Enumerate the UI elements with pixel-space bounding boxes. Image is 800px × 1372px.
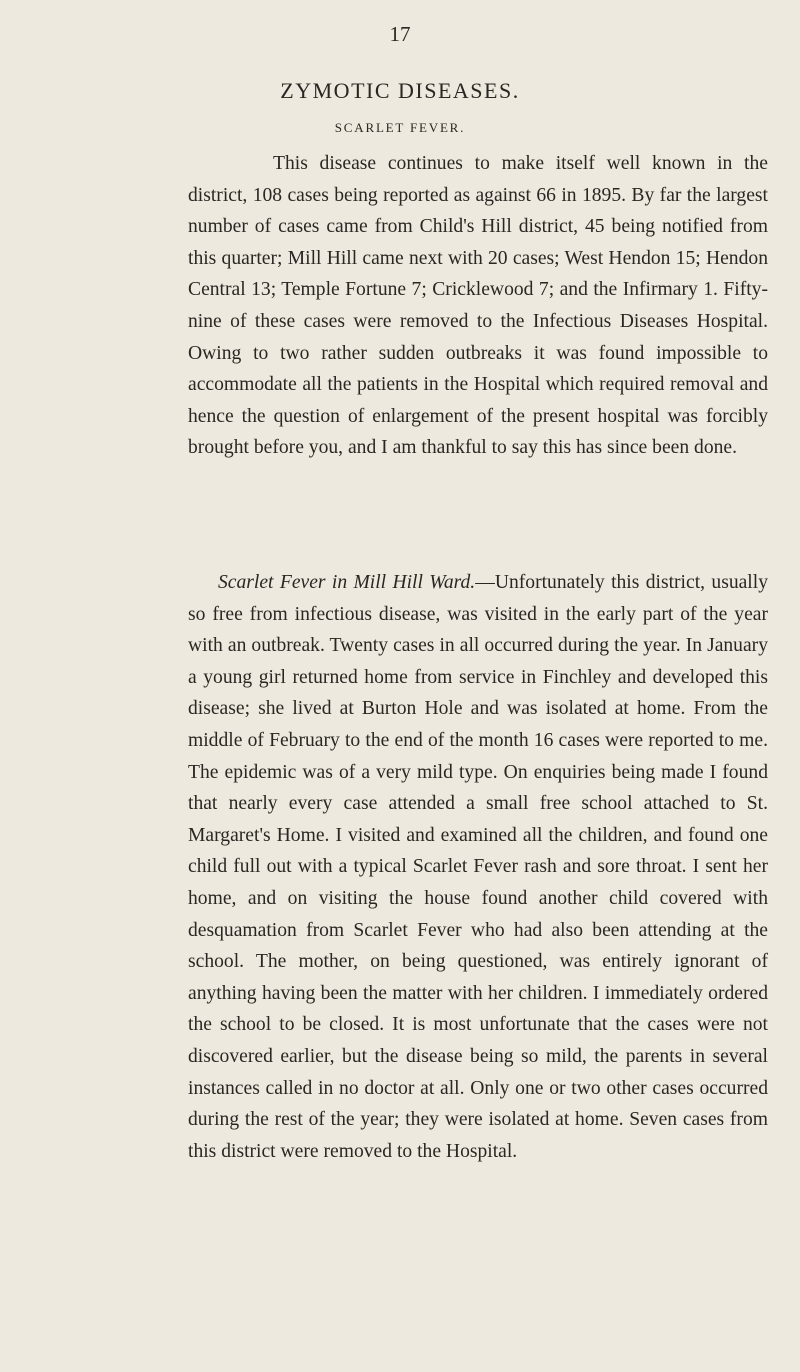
page-number: 17 <box>389 22 411 46</box>
paragraph-body: —Unfortunately this district, usually so free from infectious disease, was visited in the early part of the year with an outbreak. Twenty cases in all occurred during the year. In January a young girl returned home from service in Finchley and developed this disease; she lived at Burton Hole and was isolated at home. From the middle of February to the end of the month 16 cases were reported to me. The epidemic was of a very mild type. On enquiries being made I found that nearly every case attended a small free school attached to St. Margaret's Home. I visited and examined all the children, and found one child full out with a typical Scarlet Fever rash and sore throat. I sent her home, and on visiting the house found another child covered with desquamation from Scarlet Fever who had also been attending at the school. The mother, on being questioned, was entirely ignorant of anything having been the matter with her children. I immediately ordered the school to be closed. It is most unfortunate that the cases were not discovered earlier, but the disease being so mild, the parents in several instances called in no doctor at all. Only one or two other cases occurred during the rest of the year; they were isolated at home. Seven cases from this district were removed to the Hospital. <box>188 572 768 1162</box>
section-subheading: SCARLET FEVER. <box>334 120 466 135</box>
paragraph-lead-title: Scarlet Fever in Mill Hill Ward. <box>218 572 476 593</box>
paragraph-scarlet-fever-overview: This disease continues to make itself well known in the district, 108 cases being reported as against 66 in 1895. By far the largest number of cases came from Child's Hill district, 45 being notified from this quarter; Mill Hill came next with 20 cases; West Hendon 15; Hendon Central 13; Temple Fortune 7; Cricklewood 7; and the Infirmary 1. Fifty-nine of these cases were removed to the Infectious Diseases Hospital. Owing to two rather sudden outbreaks it was found impossible to accommodate all the patients in the Hospital which required removal and hence the question of enlargement of the present hospital was forcibly brought before you, and I am thankful to say this has since been done. <box>188 153 768 459</box>
paragraph-mill-hill-ward <box>188 567 768 1167</box>
section-heading: ZYMOTIC DISEASES. <box>280 78 520 103</box>
